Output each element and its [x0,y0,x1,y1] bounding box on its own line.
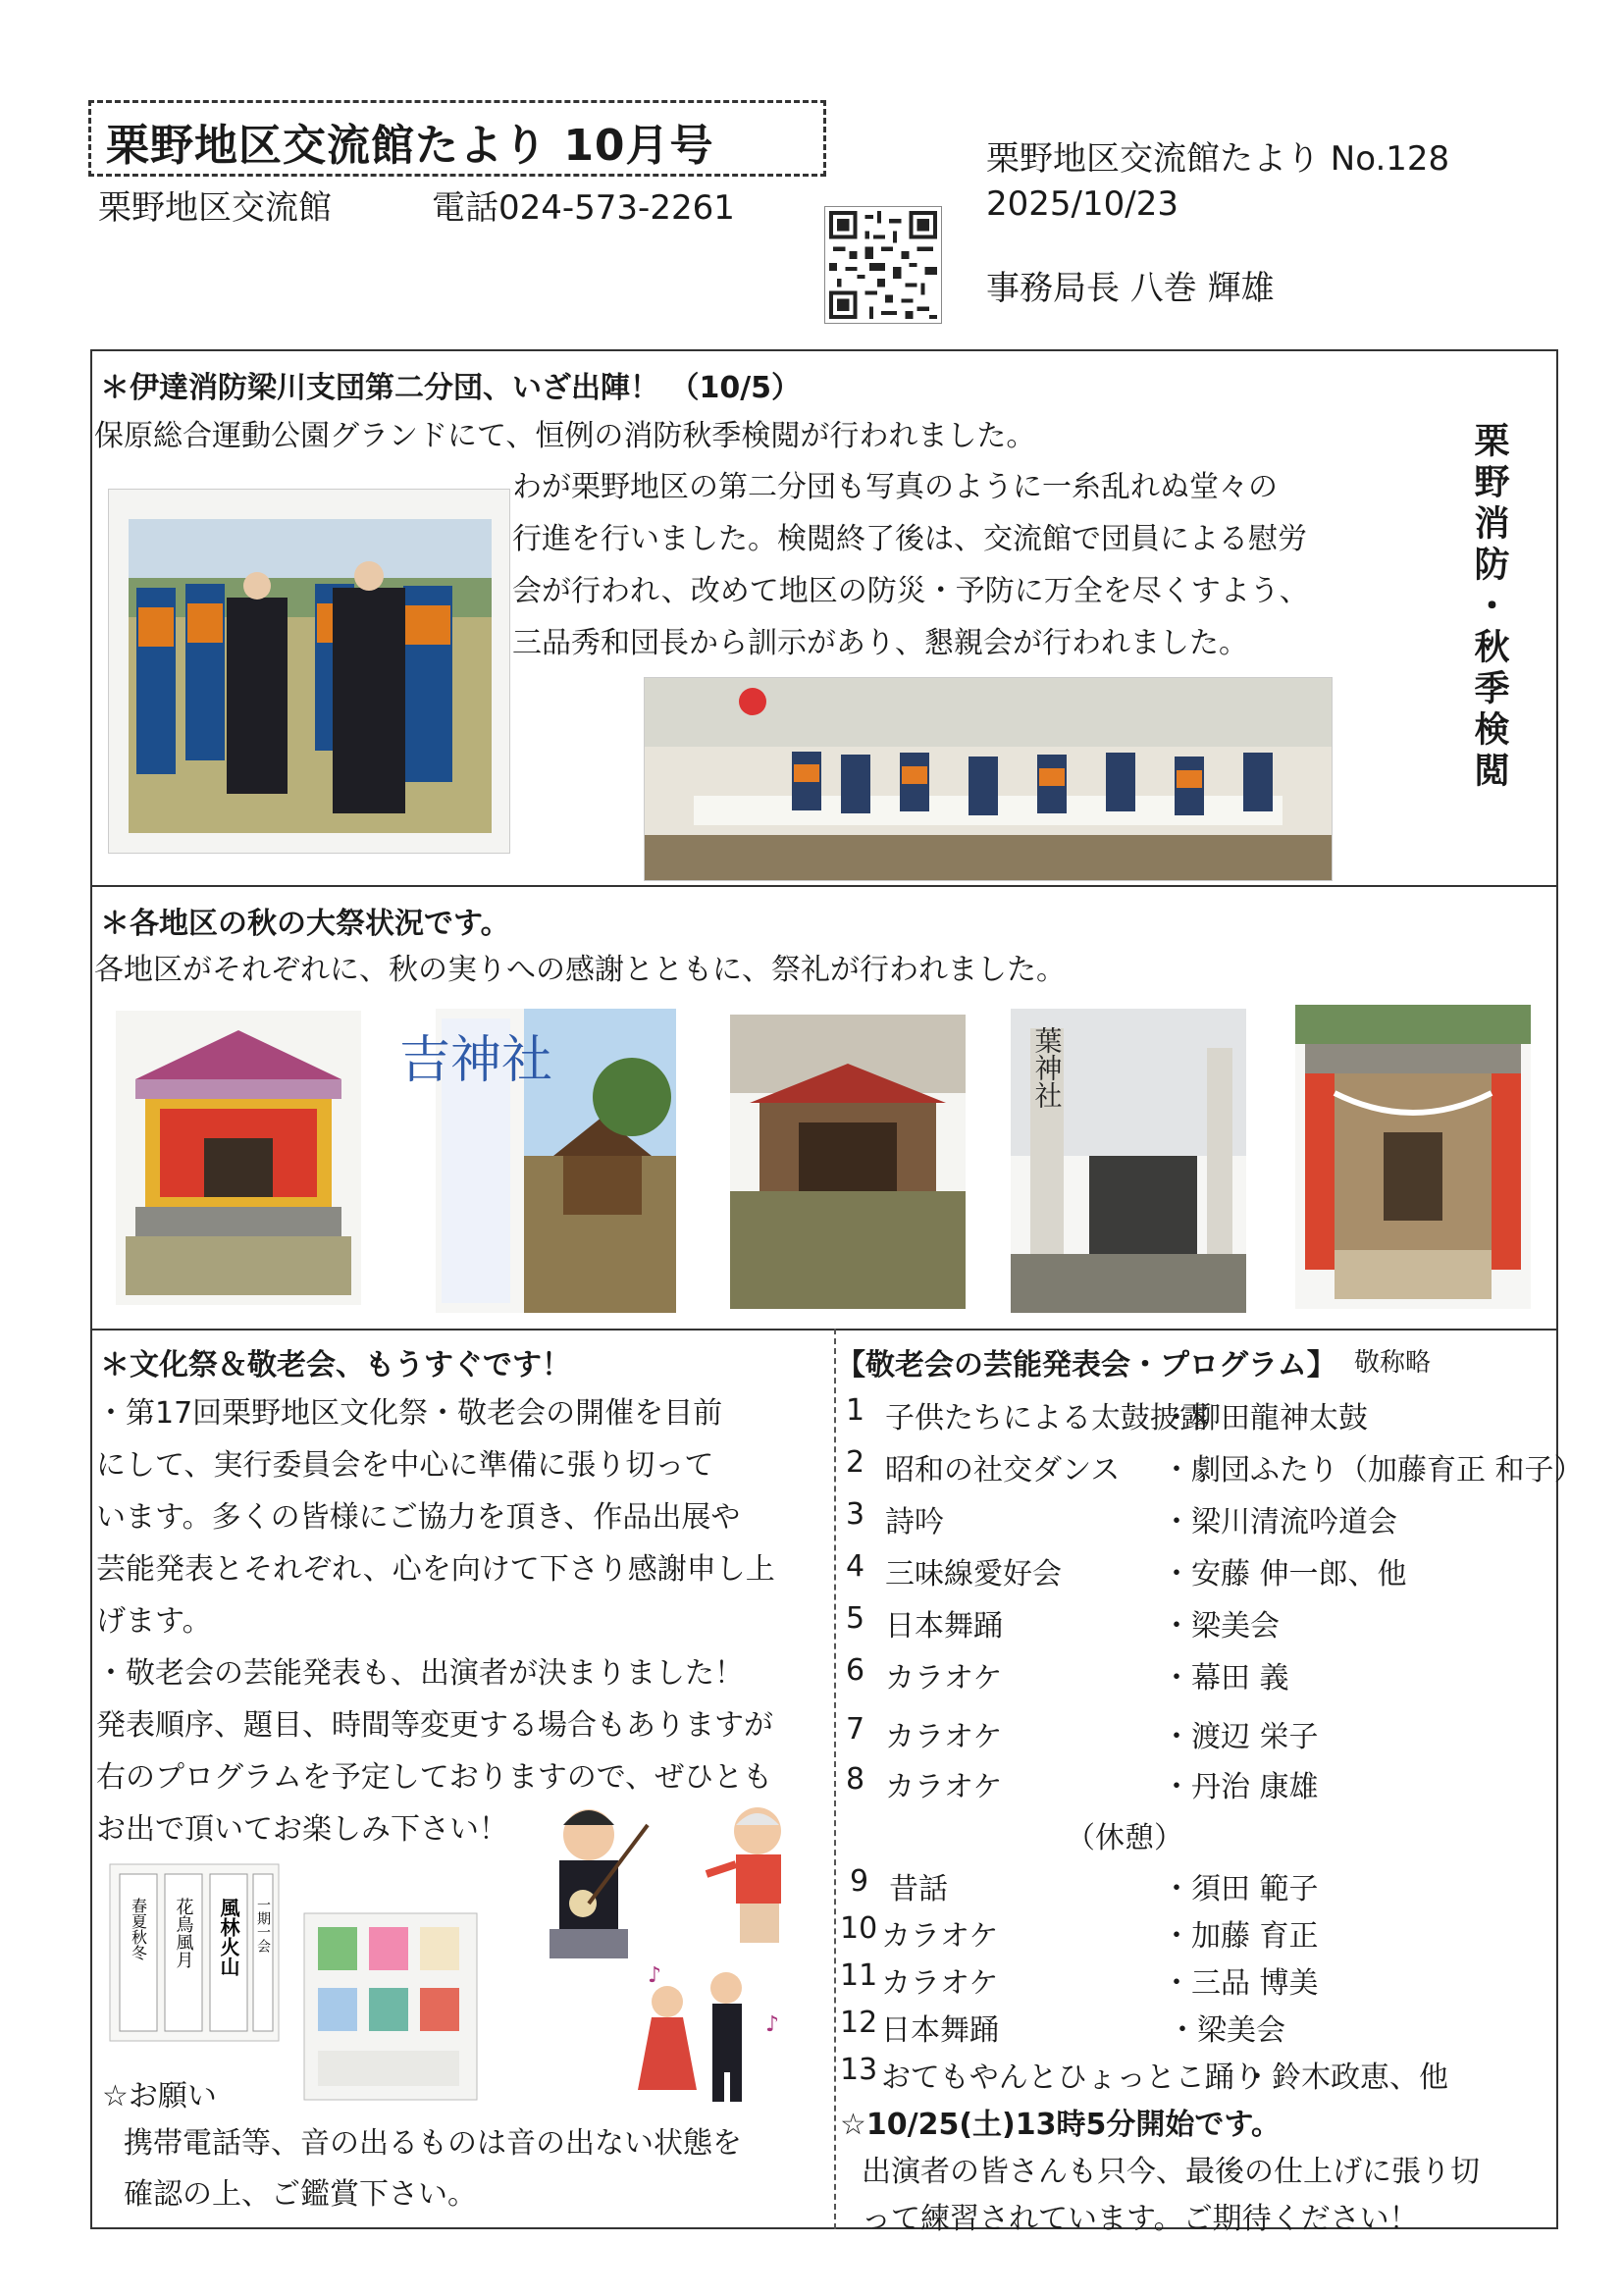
column-divider [834,1329,836,2229]
program-no: 11 [840,1958,878,1993]
calligraphy-text: 風林火山 [217,1898,240,1976]
program-closing: って練習されています。ご期待ください！ [862,2202,1419,2236]
fire-text-line: 会が行われ、改めて地区の防災・予防に万全を尽くすよう、 [512,574,1309,608]
program-performer: ・安藤 伸一郎、他 [1162,1557,1407,1592]
request-line: 確認の上、ご鑑賞下さい。 [124,2177,477,2212]
program-no: 9 [850,1864,869,1899]
program-performer: ・梁川清流吟道会 [1162,1505,1397,1539]
program-act: 日本舞踊 [881,2013,999,2048]
culture-text-line: ・敬老会の芸能発表も、出演者が決まりました！ [96,1656,744,1691]
program-title: 【敬老会の芸能発表会・プログラム】 [836,1348,1336,1383]
culture-text-line: 発表順序、題目、時間等変更する場合もありますが [96,1708,773,1743]
program-break: （休憩） [1066,1821,1183,1855]
culture-text-line: 芸能発表とそれぞれ、心を向けて下さり感謝申し上 [96,1552,775,1587]
program-act: カラオケ [881,1919,999,1954]
program-performer: ・三品 博美 [1162,1966,1319,2001]
program-act: 詩吟 [885,1505,944,1539]
culture-text-line: います。多くの皆様にご協力を頂き、作品出展や [96,1500,741,1535]
program-act: カラオケ [885,1770,1003,1804]
qr-code [824,206,942,324]
shrine-photo-1 [116,1011,361,1305]
program-no: 8 [846,1762,865,1797]
program-performer: ・須田 範子 [1162,1872,1319,1906]
issue-date: 2025/10/23 [986,184,1178,224]
divider [90,885,1558,887]
org-phone: 電話024-573-2261 [432,188,735,228]
newsletter-title: 栗野地区交流館たより 10月号 [106,121,714,171]
program-act: 三味線愛好会 [885,1557,1062,1592]
banner-character: 吉神社 [398,1031,553,1090]
shrine-photo-3 [730,1015,966,1309]
calligraphy-text: 花鳥風月 [173,1898,194,1968]
shrine-photo-5 [1295,1005,1531,1309]
org-name: 栗野地区交流館 [98,188,332,228]
culture-text-line: にして、実行委員会を中心に準備に張り切って [96,1448,714,1483]
program-no: 10 [840,1911,878,1946]
vertical-label: 栗野消防・秋季検閲 [1469,422,1509,793]
program-note: 敬称略 [1354,1348,1432,1378]
section-title-culture: ＊文化祭＆敬老会、もうすぐです！ [100,1348,571,1383]
program-act: カラオケ [881,1966,999,2001]
program-no: 7 [846,1712,865,1747]
performers-illustration [530,1796,824,2110]
festival-text: 各地区がそれぞれに、秋の実りへの感謝とともに、祭礼が行われました。 [94,953,1066,987]
culture-text-line: お出で頂いてお楽しみ下さい！ [96,1812,508,1847]
fire-text-line: 保原総合運動公園グランドにて、恒例の消防秋季検閲が行われました。 [94,419,1036,453]
fire-text-line: わが栗野地区の第二分団も写真のように一糸乱れぬ堂々の [512,470,1278,504]
calligraphy-text: 春夏秋冬 [129,1898,148,1960]
calligraphy-text: 一期一会 [255,1898,271,1953]
section-title-festival: ＊各地区の秋の大祭状況です。 [100,907,510,941]
fire-text-line: 行進を行いました。検閲終了後は、交流館で団員による慰労 [512,522,1307,556]
program-no: 5 [846,1601,865,1636]
program-performer: ・丹治 康雄 [1162,1770,1319,1804]
fire-text-line: 三品秀和団長から訓示があり、懇親会が行われました。 [512,626,1248,660]
culture-text-line: 右のプログラムを予定しておりますので、ぜひとも [96,1760,773,1795]
editor-name: 事務局長 八巻 輝雄 [986,269,1275,308]
program-performer: ・梁美会 [1168,2013,1285,2048]
issue-number: 栗野地区交流館たより No.128 [986,139,1450,179]
request-title: ☆お願い [102,2079,217,2113]
program-act: おてもやんとひょっとこ踊り [881,2061,1264,2095]
program-no: 12 [840,2006,878,2040]
program-no: 1 [846,1393,865,1428]
program-performer: ・柳田龍神太鼓 [1162,1401,1368,1435]
program-act: カラオケ [885,1661,1003,1696]
pillar-text: 葉神社 [1030,1026,1064,1109]
program-no: 6 [846,1653,865,1688]
program-performer: ・鈴木政恵、他 [1242,2061,1448,2095]
culture-text-line: げます。 [96,1604,212,1639]
program-no: 4 [846,1549,865,1584]
program-act: 日本舞踊 [885,1609,1003,1644]
program-act: 昔話 [889,1872,948,1906]
culture-text-line: ・第17回栗野地区文化祭・敬老会の開催を目前 [96,1396,723,1431]
section-title-fire: ＊伊達消防梁川支団第二分団、いざ出陣！ （10/5） [100,371,802,405]
program-performer: ・劇団ふたり（加藤育正 和子） [1162,1453,1584,1487]
program-closing: 出演者の皆さんも只今、最後の仕上げに張り切 [862,2155,1480,2189]
banquet-photo [644,677,1333,881]
calligraphy-works [110,1864,279,2041]
program-performer: ・渡辺 栄子 [1162,1720,1319,1754]
program-act: 昭和の社交ダンス [885,1453,1121,1487]
svg-text:♪: ♪ [765,2012,780,2037]
fire-parade-photo [108,489,510,854]
shrine-photo-4 [1011,1009,1246,1313]
program-act: 子供たちによる太鼓披露 [885,1401,1209,1435]
program-no: 2 [846,1445,865,1480]
shrine-photo-2 [398,1009,676,1313]
divider [90,1329,1558,1331]
program-performer: ・加藤 育正 [1162,1919,1319,1954]
program-performer: ・梁美会 [1162,1609,1280,1644]
program-no: 3 [846,1497,865,1532]
svg-text:♪: ♪ [648,1963,662,1988]
program-start-time: ☆10/25(土)13時5分開始です。 [840,2108,1281,2142]
request-line: 携帯電話等、音の出るものは音の出ない状態を [124,2126,742,2161]
program-performer: ・幕田 義 [1162,1661,1289,1696]
artwork-display [304,1913,477,2100]
program-no: 13 [840,2053,878,2087]
program-act: カラオケ [885,1720,1003,1754]
